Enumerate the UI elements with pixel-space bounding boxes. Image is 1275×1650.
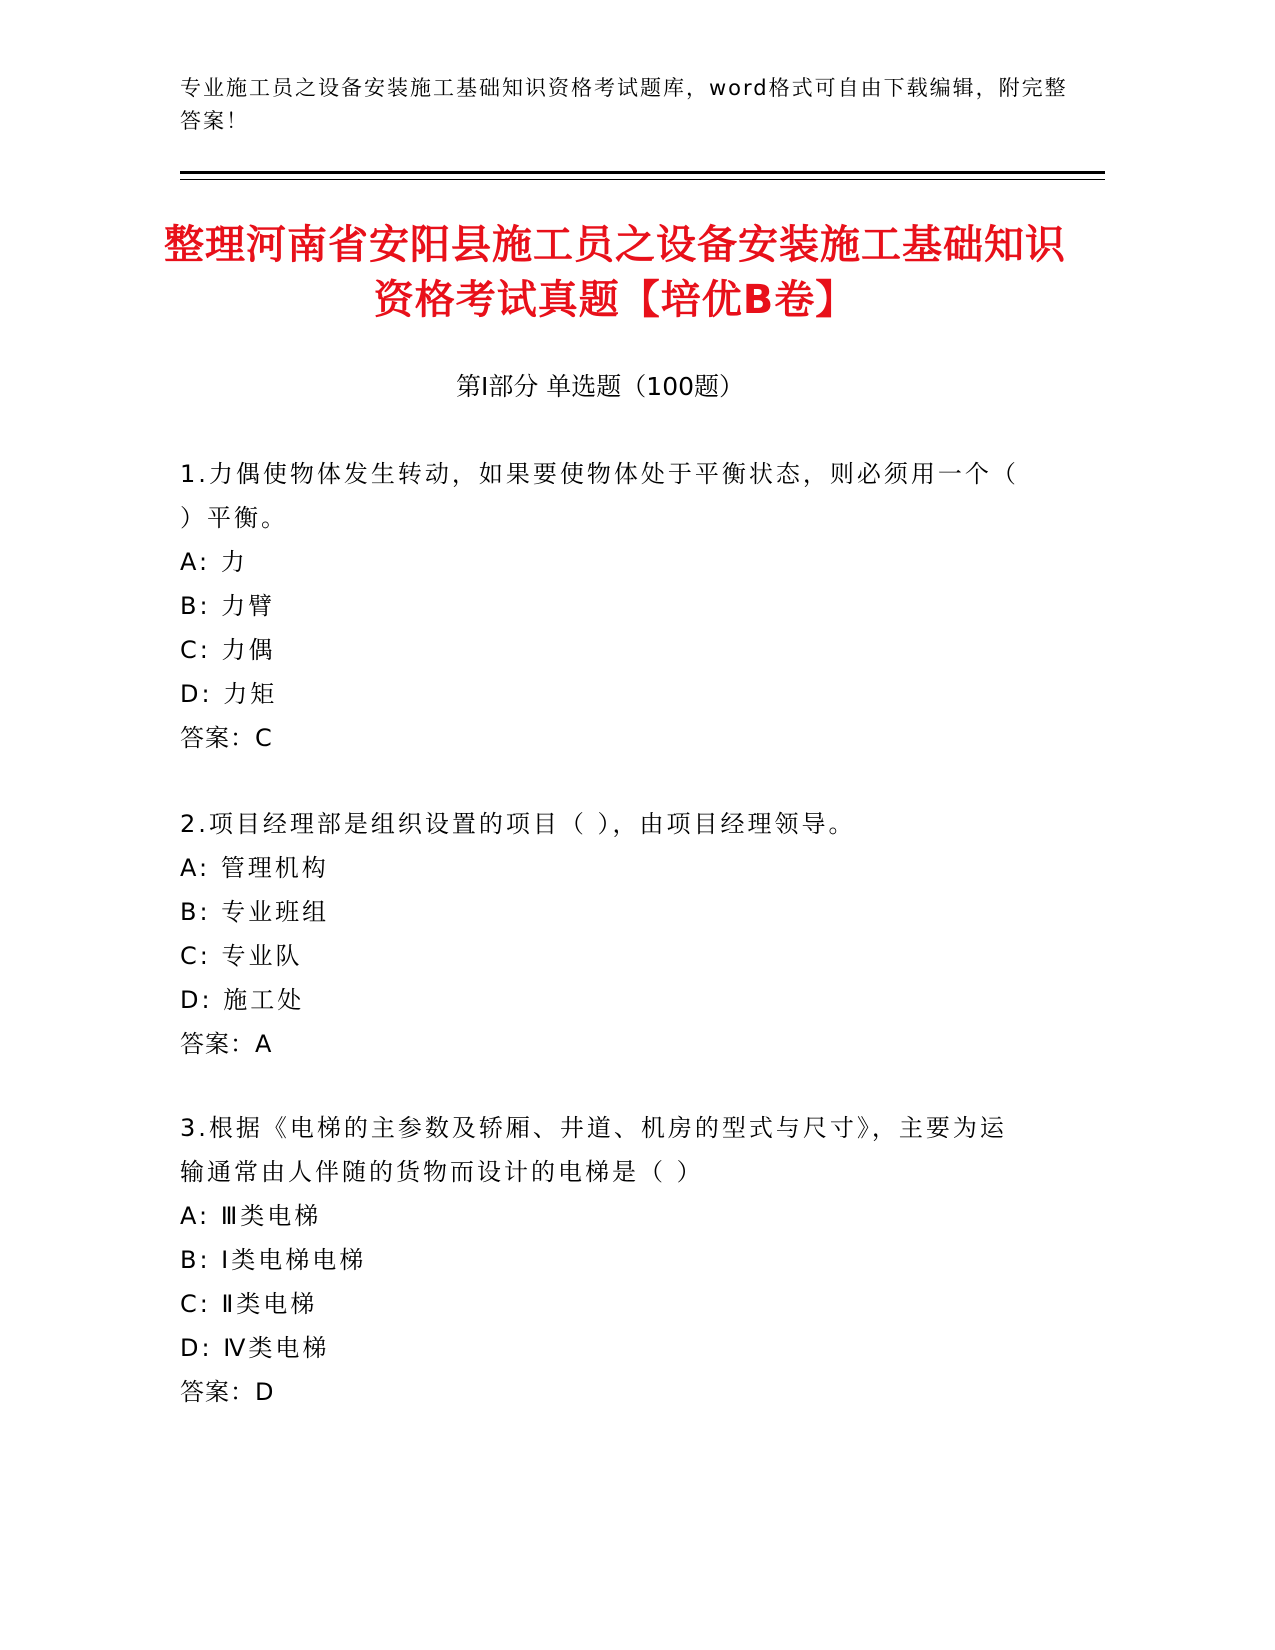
option-a: A: 管理机构 — [180, 854, 329, 882]
option-b: B: 专业班组 — [180, 898, 330, 926]
question-1 — [180, 452, 1030, 760]
option-c: C: 专业队 — [180, 942, 303, 970]
answer: 答案：C — [180, 724, 273, 752]
option-a: A: Ⅲ类电梯 — [180, 1202, 322, 1230]
section-heading: 第Ⅰ部分 单选题（100题） — [455, 372, 745, 401]
question-stem: 3.根据《电梯的主参数及轿厢、井道、机房的型式与尺寸》，主要为运输通常由人伴随的货物而设计的电梯是（ ） — [180, 1114, 1007, 1186]
question-stem: 1.力偶使物体发生转动，如果要使物体处于平衡状态，则必须用一个（ ）平衡。 — [180, 460, 1019, 532]
header-note: 专业施工员之设备安装施工基础知识资格考试题库，word格式可自由下载编辑，附完整答案！ — [180, 76, 1068, 133]
question-2 — [180, 802, 1030, 1066]
option-a: A: 力 — [180, 548, 248, 576]
answer: 答案：A — [180, 1030, 273, 1058]
question-3 — [180, 1106, 1030, 1414]
option-d: D: 施工处 — [180, 986, 305, 1014]
header-divider-thick — [180, 171, 1105, 174]
question-stem: 2.项目经理部是组织设置的项目（ ），由项目经理领导。 — [180, 810, 856, 838]
option-d: D: 力矩 — [180, 680, 278, 708]
option-c: C: 力偶 — [180, 636, 276, 664]
answer: 答案：D — [180, 1378, 275, 1406]
option-b: B: Ⅰ类电梯电梯 — [180, 1246, 367, 1274]
header-divider-thin — [180, 179, 1105, 180]
option-d: D: Ⅳ类电梯 — [180, 1334, 330, 1362]
document-title: 整理河南省安阳县施工员之设备安装施工基础知识资格考试真题【培优B卷】 — [164, 222, 1066, 323]
option-c: C: Ⅱ类电梯 — [180, 1290, 318, 1318]
option-b: B: 力臂 — [180, 592, 276, 620]
